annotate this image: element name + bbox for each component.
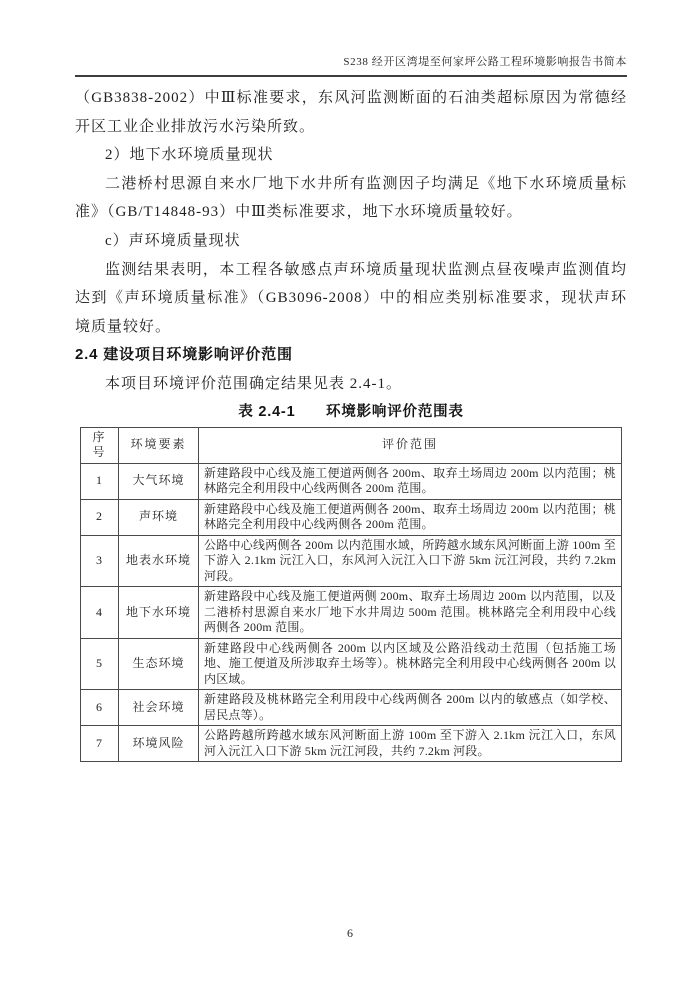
cell-factor: 环境风险 (119, 726, 199, 762)
cell-factor: 大气环境 (119, 463, 199, 499)
table-row (81, 638, 622, 690)
cell-factor: 地表水环境 (119, 535, 199, 587)
cell-no: 5 (81, 638, 119, 690)
cell-no: 4 (81, 587, 119, 639)
page-header (75, 56, 627, 77)
cell-scope: 公路跨越所跨越水域东风河断面上游 100m 至下游入 2.1km 沅江入口，东风河入沅江入口下游 5km 沅江河段，共约 7.2km 河段。 (199, 726, 622, 762)
evaluation-scope-table (80, 427, 622, 763)
table-row (81, 690, 622, 726)
paragraph-noise-status: 监测结果表明，本工程各敏感点声环境质量现状监测点昼夜噪声监测值均达到《声环境质量标准》（GB3096-2008）中的相应类别标准要求，现状声环境质量较好。 (75, 261, 627, 335)
header-rule (75, 75, 627, 77)
col-header-factor: 环境要素 (119, 427, 199, 463)
cell-scope: 新建路段及桃林路完全利用段中心线两侧各 200m 以内的敏感点（如学校、居民点等）。 (199, 690, 622, 726)
running-header-title: S238 经开区湾堤至何家坪公路工程环境影响报告书简本 (343, 56, 627, 68)
cell-no: 2 (81, 499, 119, 535)
page-number: 6 (347, 926, 353, 940)
cell-scope: 新建路段中心线及施工便道两侧各 200m、取弃土场周边 200m 以内范围；桃林路完全利用段中心线两侧各 200m 范围。 (199, 499, 622, 535)
cell-no: 6 (81, 690, 119, 726)
cell-factor: 声环境 (119, 499, 199, 535)
table-row (81, 535, 622, 587)
paragraph-groundwater-status: 二港桥村思源自来水厂地下水井所有监测因子均满足《地下水环境质量标准》（GB/T14848-93）中Ⅲ类标准要求，地下水环境质量较好。 (75, 175, 627, 221)
cell-no: 3 (81, 535, 119, 587)
cell-factor: 社会环境 (119, 690, 199, 726)
table-row (81, 463, 622, 499)
col-header-no: 序号 (81, 427, 119, 463)
paragraph-noise-heading: c）声环境质量现状 (105, 232, 241, 249)
cell-scope: 新建路段中心线及施工便道两侧各 200m、取弃土场周边 200m 以内范围；桃林路完全利用段中心线两侧各 200m 范围。 (199, 463, 622, 499)
table-row (81, 726, 622, 762)
document-body (75, 84, 627, 762)
page-content (75, 56, 627, 762)
col-header-scope: 评价范围 (199, 427, 622, 463)
cell-factor: 生态环境 (119, 638, 199, 690)
paragraph-groundwater-heading: 2）地下水环境质量现状 (105, 147, 274, 164)
paragraph-gb3838-continuation: （GB3838-2002）中Ⅲ标准要求，东风河监测断面的石油类超标原因为常德经开区工业企业排放污水污染所致。 (75, 90, 627, 135)
cell-no: 7 (81, 726, 119, 762)
cell-scope: 新建路段中心线两侧各 200m 以内区域及公路沿线动土范围（包括施工场地、施工便道及所涉取弃土场等）。桃林路完全利用段中心线两侧各 200m 以内区域。 (199, 638, 622, 690)
table-caption: 表 2.4-1 环境影响评价范围表 (238, 403, 464, 420)
cell-scope: 新建路段中心线及施工便道两侧 200m、取弃土场周边 200m 以内范围，以及二港桥村思源自来水厂地下水井周边 500m 范围。桃林路完全利用段中心线两侧各 200m 范围。 (199, 587, 622, 639)
cell-no: 1 (81, 463, 119, 499)
cell-scope: 公路中心线两侧各 200m 以内范围水域，所跨越水域东风河断面上游 100m 至下游入 2.1km 沅江入口，东风河入沅江入口下游 5km 沅江河段，共约 7.2km 河段。 (199, 535, 622, 587)
table-header-row (81, 427, 622, 463)
table-row (81, 587, 622, 639)
table-row (81, 499, 622, 535)
table-intro-paragraph: 本项目环境评价范围确定结果见表 2.4-1。 (105, 375, 402, 392)
page-footer (0, 926, 700, 941)
cell-factor: 地下水环境 (119, 587, 199, 639)
section-heading-2-4: 2.4 建设项目环境影响评价范围 (75, 346, 293, 364)
